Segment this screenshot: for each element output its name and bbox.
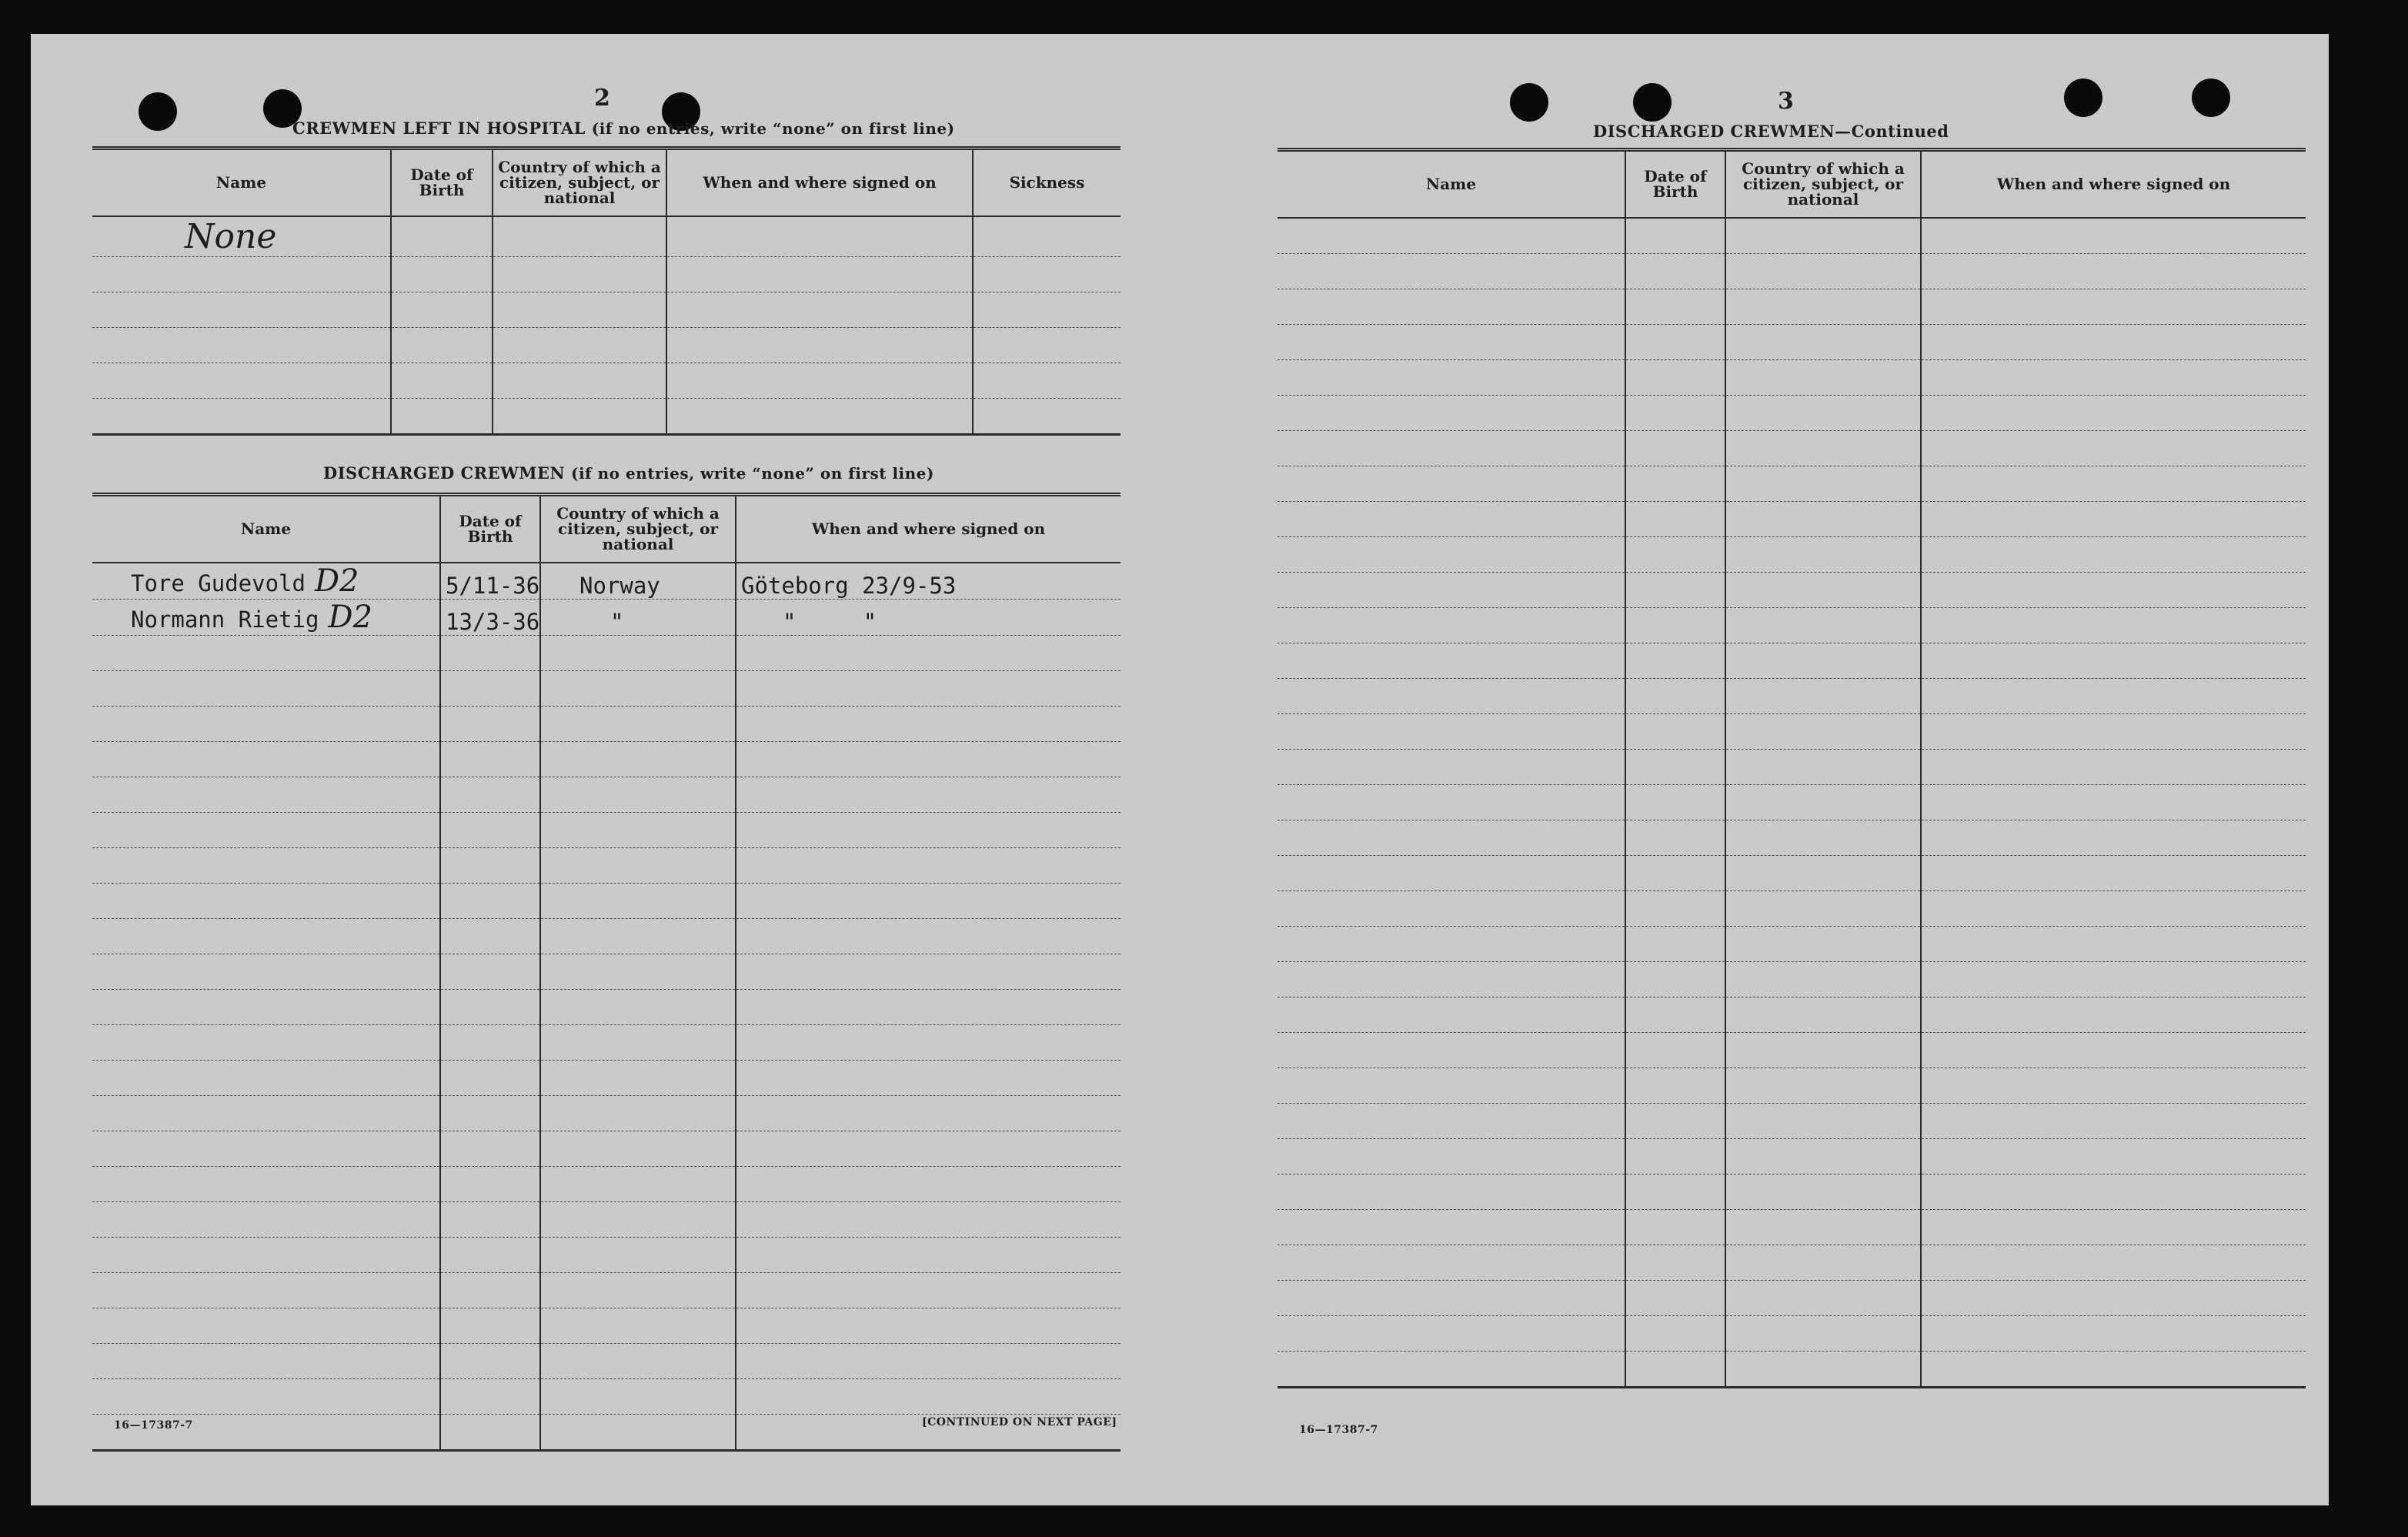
table-row <box>1277 855 2306 890</box>
table-row <box>92 989 1121 1024</box>
table-row <box>1277 1032 2306 1068</box>
crew-signed-on: " " <box>736 599 1121 635</box>
table-row <box>92 918 1121 954</box>
crew-name: Normann Rietig <box>131 606 319 633</box>
table-row <box>92 706 1121 741</box>
handwritten-none: None <box>185 216 277 256</box>
table-row <box>1277 218 2306 254</box>
form-number: 16—17387-7 <box>114 1419 193 1432</box>
table-row <box>1277 1315 2306 1351</box>
table-row <box>92 1308 1121 1343</box>
table-row <box>92 363 1121 398</box>
discharged-title-note: (if no entries, write “none” on first line) <box>570 464 934 483</box>
table-row <box>1277 997 2306 1032</box>
col-signed-on: When and where signed on <box>736 495 1121 563</box>
crew-dob: 13/3-36 <box>440 599 540 635</box>
table-row <box>1277 1280 2306 1315</box>
table-row <box>1277 607 2306 643</box>
table-row <box>1277 289 2306 324</box>
col-country: Country of which a citizen, subject, or national <box>540 495 736 563</box>
right-page <box>1231 34 2329 1505</box>
table-row <box>92 398 1121 434</box>
continued-note: [CONTINUED ON NEXT PAGE] <box>922 1416 1117 1428</box>
table-row <box>92 292 1121 327</box>
table-row <box>1277 1351 2306 1387</box>
handwritten-initials: D2 <box>328 599 372 635</box>
continued-section-title: DISCHARGED CREWMEN—Continued <box>1593 122 1949 141</box>
table-row <box>92 954 1121 989</box>
table-row <box>92 1272 1121 1308</box>
table-row <box>1277 430 2306 466</box>
table-row <box>1277 395 2306 430</box>
table-row <box>92 327 1121 363</box>
table-row <box>92 1060 1121 1095</box>
table-row <box>1277 713 2306 749</box>
col-date-of-birth: Date of Birth <box>440 495 540 563</box>
col-signed-on: When and where signed on <box>1921 150 2306 218</box>
crew-signed-on: Göteborg 23/9-53 <box>736 563 1121 600</box>
punch-hole <box>2064 79 2102 117</box>
hospital-title-text: CREWMEN LEFT IN HOSPITAL <box>292 119 586 138</box>
table-row <box>1277 253 2306 289</box>
table-row <box>92 812 1121 847</box>
col-name: Name <box>1277 150 1625 218</box>
punch-hole <box>2192 79 2230 117</box>
table-row <box>1277 643 2306 678</box>
table-row <box>92 1343 1121 1378</box>
crew-country: " <box>540 599 736 635</box>
discharged-table <box>92 493 1121 1452</box>
table-row <box>1277 1103 2306 1138</box>
col-name: Name <box>92 149 391 216</box>
table-row <box>1277 1245 2306 1280</box>
hospital-section-title <box>292 119 955 138</box>
table-row <box>1277 961 2306 997</box>
handwritten-initials: D2 <box>314 563 359 599</box>
table-row <box>92 1378 1121 1414</box>
table-row <box>1277 926 2306 961</box>
table-row <box>92 1166 1121 1201</box>
hospital-table <box>92 146 1121 436</box>
table-row <box>92 1095 1121 1131</box>
table-row <box>1277 890 2306 926</box>
col-signed-on: When and where signed on <box>666 149 973 216</box>
discharged-continued-table <box>1277 148 2306 1388</box>
col-country: Country of which a citizen, subject, or national <box>493 149 666 216</box>
col-sickness: Sickness <box>973 149 1121 216</box>
col-name: Name <box>92 495 440 563</box>
table-row <box>1277 784 2306 820</box>
page-number: 2 <box>594 85 610 112</box>
table-row <box>1277 466 2306 501</box>
table-row <box>1277 572 2306 607</box>
col-date-of-birth: Date of Birth <box>1625 150 1725 218</box>
table-row <box>92 741 1121 777</box>
table-row <box>92 216 1121 257</box>
table-row <box>92 847 1121 883</box>
table-row <box>92 777 1121 812</box>
table-row <box>92 670 1121 706</box>
punch-hole <box>1633 83 1672 122</box>
page-number: 3 <box>1778 88 1794 115</box>
crew-country: Norway <box>540 563 736 600</box>
crew-name: Tore Gudevold <box>131 570 306 596</box>
table-row <box>92 1237 1121 1272</box>
col-country: Country of which a citizen, subject, or national <box>1725 150 1921 218</box>
table-row <box>92 1024 1121 1060</box>
table-row <box>1277 1068 2306 1103</box>
table-row <box>92 1201 1121 1237</box>
crew-dob: 5/11-36 <box>440 563 540 600</box>
table-row <box>92 563 1121 600</box>
table-row <box>1277 1138 2306 1174</box>
table-row <box>1277 678 2306 713</box>
table-row <box>92 883 1121 918</box>
table-row <box>1277 820 2306 855</box>
discharged-title-text: DISCHARGED CREWMEN <box>323 463 566 483</box>
table-row <box>1277 1174 2306 1209</box>
hospital-title-note: (if no entries, write “none” on first line) <box>591 119 955 138</box>
punch-hole <box>1510 83 1548 122</box>
table-row <box>1277 749 2306 784</box>
left-page <box>31 34 1131 1505</box>
table-row <box>1277 359 2306 395</box>
table-row <box>1277 324 2306 359</box>
form-sheet <box>31 34 2329 1505</box>
table-row <box>92 256 1121 292</box>
punch-hole <box>139 92 177 131</box>
table-row <box>92 599 1121 635</box>
discharged-section-title <box>323 463 934 483</box>
table-row <box>1277 1209 2306 1245</box>
table-row <box>92 1131 1121 1166</box>
form-number: 16—17387-7 <box>1299 1424 1378 1436</box>
col-date-of-birth: Date of Birth <box>391 149 493 216</box>
table-row <box>1277 501 2306 536</box>
table-row <box>1277 536 2306 572</box>
table-row <box>92 635 1121 670</box>
